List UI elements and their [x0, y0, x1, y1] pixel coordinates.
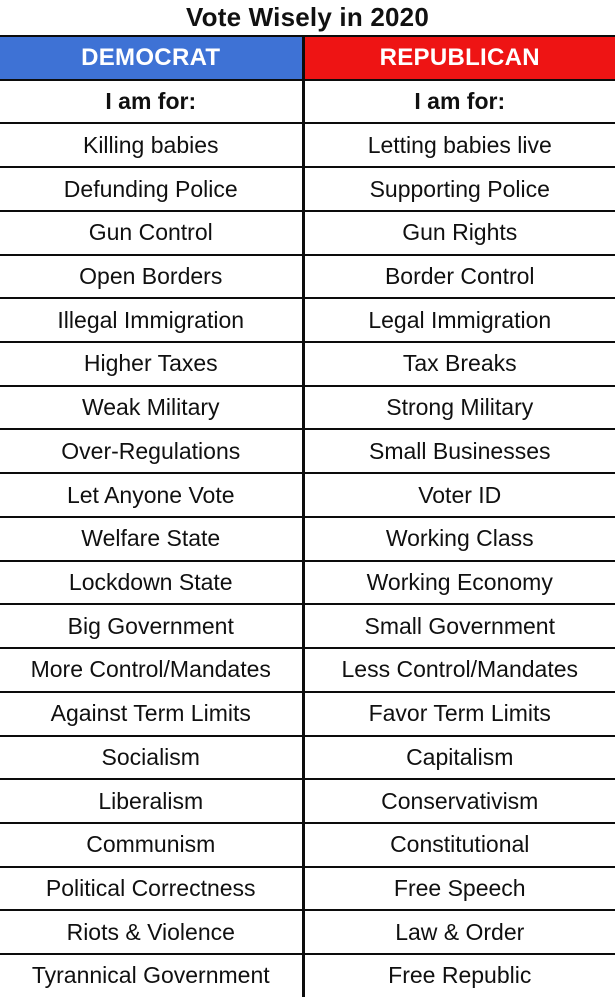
table-row: [0, 386, 615, 430]
democrat-cell: Let Anyone Vote: [0, 473, 303, 517]
table-row: [0, 692, 615, 736]
republican-cell: Conservativism: [303, 779, 615, 823]
table-row: [0, 954, 615, 997]
republican-cell: Small Government: [303, 604, 615, 648]
democrat-cell: Defunding Police: [0, 167, 303, 211]
table-row: [0, 823, 615, 867]
table-row: [0, 604, 615, 648]
republican-cell: Small Businesses: [303, 429, 615, 473]
page-title: Vote Wisely in 2020: [186, 2, 429, 32]
table-row: [0, 779, 615, 823]
democrat-cell: Weak Military: [0, 386, 303, 430]
table-row: [0, 473, 615, 517]
democrat-subheader: I am for:: [0, 80, 303, 124]
party-header-row: [0, 36, 615, 80]
republican-cell: Capitalism: [303, 736, 615, 780]
table-row: [0, 736, 615, 780]
table-row: [0, 167, 615, 211]
democrat-header: DEMOCRAT: [0, 36, 303, 80]
democrat-cell: Riots & Violence: [0, 910, 303, 954]
republican-cell: Law & Order: [303, 910, 615, 954]
table-row: [0, 867, 615, 911]
democrat-cell: More Control/Mandates: [0, 648, 303, 692]
democrat-cell: Political Correctness: [0, 867, 303, 911]
table-row: [0, 648, 615, 692]
democrat-cell: Killing babies: [0, 123, 303, 167]
table-row: [0, 255, 615, 299]
democrat-cell: Liberalism: [0, 779, 303, 823]
table-row: [0, 517, 615, 561]
democrat-cell: Big Government: [0, 604, 303, 648]
democrat-cell: Over-Regulations: [0, 429, 303, 473]
republican-cell: Legal Immigration: [303, 298, 615, 342]
republican-cell: Working Class: [303, 517, 615, 561]
democrat-cell: Gun Control: [0, 211, 303, 255]
republican-cell: Supporting Police: [303, 167, 615, 211]
table-row: [0, 211, 615, 255]
table-row: [0, 561, 615, 605]
democrat-cell: Against Term Limits: [0, 692, 303, 736]
table-row: [0, 298, 615, 342]
democrat-cell: Socialism: [0, 736, 303, 780]
republican-cell: Working Economy: [303, 561, 615, 605]
democrat-cell: Higher Taxes: [0, 342, 303, 386]
republican-cell: Favor Term Limits: [303, 692, 615, 736]
comparison-table: [0, 35, 615, 997]
table-row: [0, 342, 615, 386]
democrat-cell: Communism: [0, 823, 303, 867]
democrat-cell: Illegal Immigration: [0, 298, 303, 342]
republican-cell: Free Republic: [303, 954, 615, 997]
republican-cell: Free Speech: [303, 867, 615, 911]
republican-header: REPUBLICAN: [303, 36, 615, 80]
republican-cell: Border Control: [303, 255, 615, 299]
democrat-cell: Lockdown State: [0, 561, 303, 605]
table-body: [0, 123, 615, 997]
republican-cell: Less Control/Mandates: [303, 648, 615, 692]
republican-cell: Gun Rights: [303, 211, 615, 255]
democrat-cell: Open Borders: [0, 255, 303, 299]
republican-subheader: I am for:: [303, 80, 615, 124]
republican-cell: Voter ID: [303, 473, 615, 517]
republican-cell: Strong Military: [303, 386, 615, 430]
democrat-cell: Welfare State: [0, 517, 303, 561]
republican-cell: Letting babies live: [303, 123, 615, 167]
republican-cell: Constitutional: [303, 823, 615, 867]
subheader-row: [0, 80, 615, 124]
table-row: [0, 429, 615, 473]
republican-cell: Tax Breaks: [303, 342, 615, 386]
table-row: [0, 123, 615, 167]
table-row: [0, 910, 615, 954]
democrat-cell: Tyrannical Government: [0, 954, 303, 997]
